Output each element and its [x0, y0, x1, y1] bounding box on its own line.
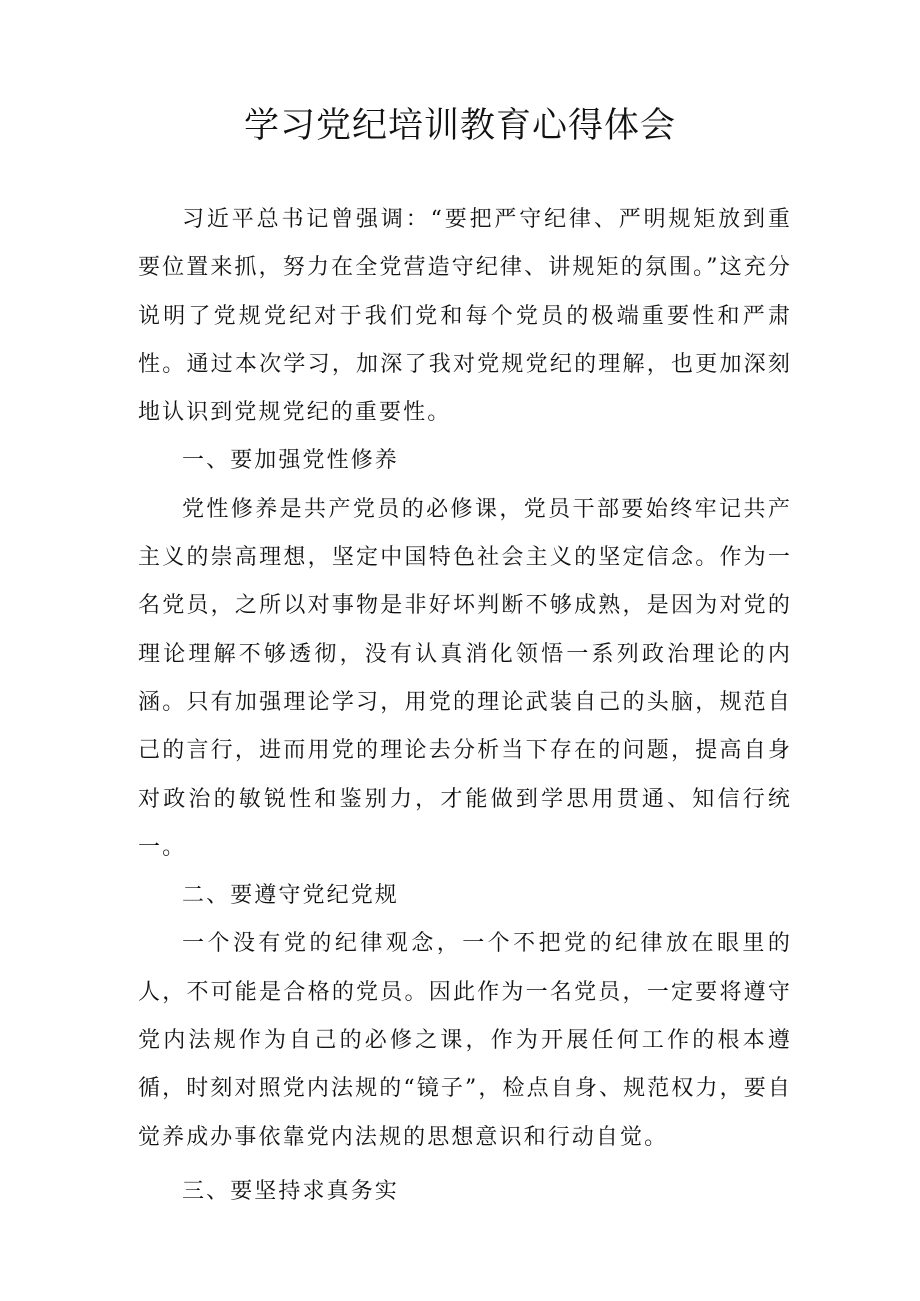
intro-paragraph: 习近平总书记曾强调：“要把严守纪律、严明规矩放到重要位置来抓，努力在全党营造守纪律、讲规矩的氛围。”这充分说明了党规党纪对于我们党和每个党员的极端重要性和严肃性。通过本次学习，加深了我对党规党纪的理解，也更加深刻地认识到党规党纪的重要性。 — [138, 207, 792, 426]
section-heading-2: 二、要遵守党纪党规 — [182, 883, 399, 909]
section-paragraph-2: 一个没有党的纪律观念，一个不把党的纪律放在眼里的人，不可能是合格的党员。因此作为一名党员，一定要将遵守党内法规作为自己的必修之课，作为开展任何工作的根本遵循，时刻对照党内法规的“镜子”，检点自身、规范权力，要自觉养成办事依靠党内法规的思想意识和行动自觉。 — [138, 931, 792, 1150]
section-paragraph-1: 党性修养是共产党员的必修课，党员干部要始终牢记共产主义的崇高理想，坚定中国特色社会主义的坚定信念。作为一名党员，之所以对事物是非好坏判断不够成熟，是因为对党的理论理解不够透彻，没有认真消化领悟一系列政治理论的内涵。只有加强理论学习，用党的理论武装自己的头脑，规范自己的言行，进而用党的理论去分析当下存在的问题，提高自身对政治的敏锐性和鉴别力，才能做到学思用贯通、知信行统一。 — [138, 496, 792, 860]
section-heading-3: 三、要坚持求真务实 — [182, 1178, 399, 1204]
section-heading-1: 一、要加强党性修养 — [182, 448, 399, 474]
document-title: 学习党纪培训教育心得体会 — [243, 106, 676, 146]
document-body — [138, 196, 792, 1216]
